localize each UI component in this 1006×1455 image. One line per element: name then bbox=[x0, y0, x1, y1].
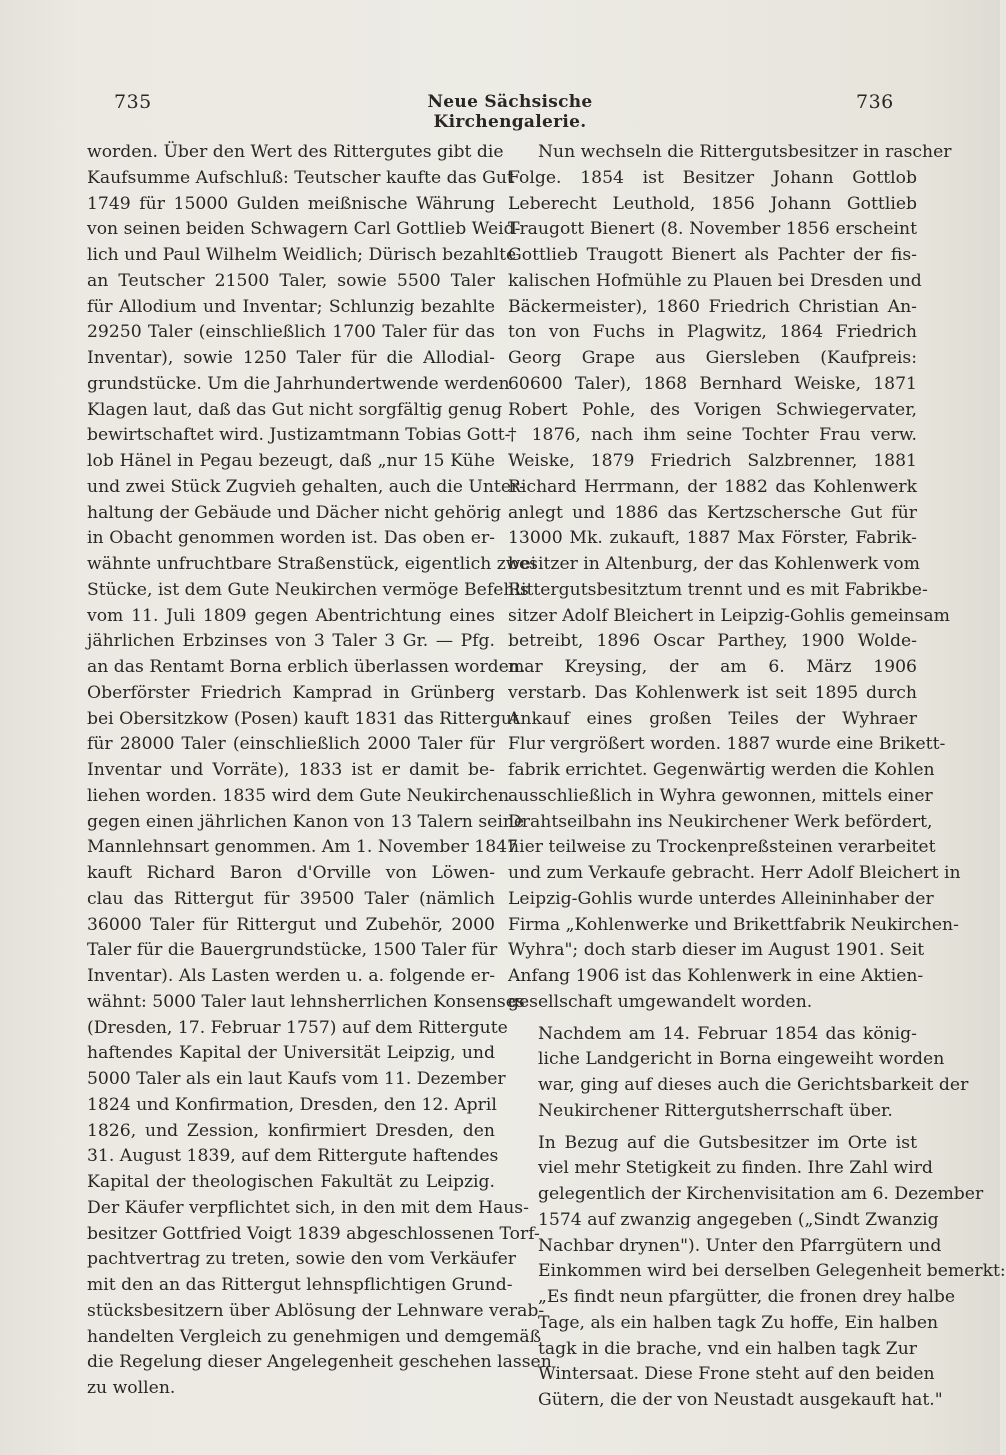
text-line: haftendes Kapital der Universität Leipzig, und bbox=[87, 1043, 495, 1064]
text-line: (Dresden, 17. Februar 1757) auf dem Rittergute bbox=[87, 1017, 508, 1038]
left-paragraph bbox=[87, 140, 552, 1402]
text-line: Leipzig-Gohlis wurde unterdes Alleininhaber der bbox=[508, 888, 934, 909]
text-line: lob Hänel in Pegau bezeugt, daß „nur 15 Kühe bbox=[87, 451, 495, 471]
text-line: gesellschaft umgewandelt worden. bbox=[508, 991, 813, 1012]
text-line: verstarb. Das Kohlenwerk ist seit 1895 durch bbox=[508, 682, 917, 703]
text-line: Wyhra"; doch starb dieser im August 1901. Seit bbox=[508, 940, 925, 961]
text-line: 1824 und Konfirmation, Dresden, den 12. April bbox=[87, 1094, 497, 1115]
text-line: 36000 Taler für Rittergut und Zubehör, 2000 bbox=[87, 914, 495, 935]
text-line: haltung der Gebäude und Dächer nicht gehörig bbox=[87, 502, 502, 523]
text-line: Folge. 1854 ist Besitzer Johann Gottlob bbox=[508, 167, 917, 188]
text-line: ton von Fuchs in Plagwitz, 1864 Friedrich bbox=[508, 322, 917, 343]
page-number-right: 736 bbox=[856, 91, 894, 113]
text-line: bewirtschaftet wird. Justizamtmann Tobias Gott- bbox=[87, 425, 511, 446]
text-line: Klagen laut, daß das Gut nicht sorgfältig genug bbox=[87, 399, 503, 420]
text-line: Nachbar drynen"). Unter den Pfarrgütern und bbox=[538, 1235, 942, 1256]
left-column bbox=[87, 140, 552, 1402]
text-line: lich und Paul Wilhelm Weidlich; Dürisch bezahlte bbox=[87, 245, 517, 265]
text-line: und zwei Stück Zugvieh gehalten, auch die Unter- bbox=[87, 476, 526, 497]
text-line: für 28000 Taler (einschließlich 2000 Taler für bbox=[87, 734, 495, 755]
text-line: mit den an das Rittergut lehnspflichtigen Grund- bbox=[87, 1275, 513, 1295]
text-line: an Teutscher 21500 Taler, sowie 5500 Taler bbox=[87, 270, 495, 291]
text-line: von seinen beiden Schwagern Carl Gottlieb Weid- bbox=[87, 219, 521, 240]
text-line: kalischen Hofmühle zu Plauen bei Dresden und bbox=[508, 270, 922, 291]
text-line: bei Obersitzkow (Posen) kauft 1831 das Rittergut bbox=[87, 708, 519, 729]
text-line: ausschließlich in Wyhra gewonnen, mittels einer bbox=[508, 785, 933, 806]
text-line: Wintersaat. Diese Frone steht auf den beiden bbox=[538, 1364, 935, 1385]
text-line: wähnt: 5000 Taler laut lehnsherrlichen Konsenses bbox=[87, 991, 525, 1012]
text-line: an das Rentamt Borna erblich überlassen worden. bbox=[87, 657, 526, 677]
running-head: Neue Sächsische Kirchengalerie. bbox=[427, 92, 593, 132]
text-line: Georg Grape aus Giersleben (Kaufpreis: bbox=[508, 348, 917, 368]
text-line: Einkommen wird bei derselben Gelegenheit bemerkt: bbox=[538, 1261, 1006, 1282]
text-line: Inventar), sowie 1250 Taler für die Allodial- bbox=[87, 348, 495, 368]
text-line: Oberförster Friedrich Kamprad in Grünberg bbox=[87, 682, 495, 703]
text-line: kauft Richard Baron d'Orville von Löwen- bbox=[87, 863, 495, 883]
text-line: sitzer Adolf Bleichert in Leipzig-Gohlis gemeinsam bbox=[508, 605, 950, 626]
text-line: Traugott Bienert (8. November 1856 erscheint bbox=[508, 219, 917, 240]
text-line: liche Landgericht in Borna eingeweiht worden bbox=[538, 1049, 945, 1070]
text-line: Nun wechseln die Rittergutsbesitzer in rascher bbox=[538, 142, 952, 162]
text-line: Stücke, ist dem Gute Neukirchen vermöge Befehls bbox=[87, 579, 529, 600]
text-line: Gütern, die der von Neustadt ausgekauft hat." bbox=[538, 1390, 943, 1410]
text-line: handelten Vergleich zu genehmigen und demgemäß bbox=[87, 1326, 542, 1347]
text-line: worden. Über den Wert des Rittergutes gibt die bbox=[87, 142, 504, 162]
text-line: gegen einen jährlichen Kanon von 13 Talern seine bbox=[87, 811, 525, 832]
text-line: liehen worden. 1835 wird dem Gute Neukirchen bbox=[87, 785, 510, 806]
text-line: Leberecht Leuthold, 1856 Johann Gottlieb bbox=[508, 193, 917, 214]
text-line: viel mehr Stetigkeit zu finden. Ihre Zahl wird bbox=[538, 1158, 933, 1179]
text-line: Neukirchener Rittergutsherrschaft über. bbox=[538, 1100, 893, 1121]
text-line: Drahtseilbahn ins Neukirchener Werk befördert, bbox=[508, 811, 933, 832]
text-line: Kaufsumme Aufschluß: Teutscher kaufte das Gut bbox=[87, 167, 514, 188]
page-number-left: 735 bbox=[114, 91, 152, 113]
text-line: 1826, und Zession, konfirmiert Dresden, den bbox=[87, 1120, 495, 1141]
text-line: Anfang 1906 ist das Kohlenwerk in eine Aktien- bbox=[508, 966, 924, 986]
text-line: stücksbesitzern über Ablösung der Lehnware verab- bbox=[87, 1300, 545, 1321]
text-line: grundstücke. Um die Jahrhundertwende werden bbox=[87, 373, 510, 394]
text-line: Kapital der theologischen Fakultät zu Leipzig. bbox=[87, 1172, 495, 1192]
text-line: pachtvertrag zu treten, sowie den vom Verkäufer bbox=[87, 1249, 516, 1270]
text-line: In Bezug auf die Gutsbesitzer im Orte ist bbox=[538, 1132, 917, 1153]
text-line: „Es findt neun pfargütter, die fronen drey halbe bbox=[538, 1287, 956, 1307]
text-line: Tage, als ein halben tagk Zu hoffe, Ein halben bbox=[538, 1312, 939, 1333]
text-line: 5000 Taler als ein laut Kaufs vom 11. Dezember bbox=[87, 1069, 506, 1089]
text-line: clau das Rittergut für 39500 Taler (nämlich bbox=[87, 888, 495, 909]
text-line: besitzer in Altenburg, der das Kohlenwerk vom bbox=[508, 554, 920, 574]
text-line: Ankauf eines großen Teiles der Wyhraer bbox=[508, 708, 917, 729]
text-line: Firma „Kohlenwerke und Brikettfabrik Neukirchen- bbox=[508, 914, 959, 935]
text-line: gelegentlich der Kirchenvisitation am 6. Dezember bbox=[538, 1184, 984, 1204]
right-paragraph-2 bbox=[508, 1022, 969, 1125]
text-line: zu wollen. bbox=[87, 1378, 176, 1398]
text-line: † 1876, nach ihm seine Tochter Frau verw. bbox=[508, 425, 917, 446]
text-line: Inventar). Als Lasten werden u. a. folgende er- bbox=[87, 966, 495, 986]
text-line: Mannlehnsart genommen. Am 1. November 1847 bbox=[87, 837, 518, 858]
text-line: Rittergutsbesitztum trennt und es mit Fabrikbe- bbox=[508, 579, 928, 600]
text-line: war, ging auf dieses auch die Gerichtsbarkeit der bbox=[538, 1075, 969, 1095]
text-line: vom 11. Juli 1809 gegen Abentrichtung eines bbox=[87, 605, 495, 626]
text-line: Gottlieb Traugott Bienert als Pachter der fis- bbox=[508, 245, 917, 265]
text-line: Nachdem am 14. Februar 1854 das könig- bbox=[538, 1023, 917, 1044]
text-line: Weiske, 1879 Friedrich Salzbrenner, 1881 bbox=[508, 451, 917, 471]
right-column bbox=[508, 140, 1006, 1414]
text-line: betreibt, 1896 Oscar Parthey, 1900 Wolde- bbox=[508, 631, 917, 652]
text-line: mar Kreysing, der am 6. März 1906 bbox=[508, 657, 917, 677]
text-line: wähnte unfruchtbare Straßenstück, eigentlich zwei bbox=[87, 554, 537, 574]
text-line: Inventar und Vorräte), 1833 ist er damit be- bbox=[87, 760, 495, 780]
right-paragraph-3 bbox=[508, 1131, 1006, 1414]
text-line: 13000 Mk. zukauft, 1887 Max Förster, Fabrik- bbox=[508, 528, 917, 549]
text-line: Robert Pohle, des Vorigen Schwiegervater, bbox=[508, 399, 917, 420]
text-line: Flur vergrößert worden. 1887 wurde eine Brikett- bbox=[508, 734, 946, 755]
text-line: Bäckermeister), 1860 Friedrich Christian An- bbox=[508, 296, 917, 317]
text-line: hier teilweise zu Trockenpreßsteinen verarbeitet bbox=[508, 837, 936, 858]
right-paragraph-1 bbox=[508, 140, 961, 1016]
text-line: Taler für die Bauergrundstücke, 1500 Taler für bbox=[87, 940, 498, 961]
text-line: jährlichen Erbzinses von 3 Taler 3 Gr. — Pfg. bbox=[87, 631, 495, 652]
text-line: Richard Herrmann, der 1882 das Kohlenwerk bbox=[508, 476, 917, 497]
text-line: fabrik errichtet. Gegenwärtig werden die Kohlen bbox=[508, 760, 935, 780]
text-line: anlegt und 1886 das Kertzschersche Gut für bbox=[508, 502, 917, 523]
text-line: 31. August 1839, auf dem Rittergute haftendes bbox=[87, 1146, 499, 1167]
text-line: die Regelung dieser Angelegenheit geschehen lassen bbox=[87, 1352, 552, 1373]
text-line: tagk in die brache, vnd ein halben tagk Zur bbox=[538, 1338, 917, 1359]
text-line: 1574 auf zwanzig angegeben („Sindt Zwanzig bbox=[538, 1209, 939, 1230]
text-line: Der Käufer verpflichtet sich, in den mit dem Haus- bbox=[87, 1197, 529, 1218]
text-line: und zum Verkaufe gebracht. Herr Adolf Bleichert in bbox=[508, 863, 961, 883]
text-line: in Obacht genommen worden ist. Das oben er- bbox=[87, 528, 495, 549]
text-line: 60600 Taler), 1868 Bernhard Weiske, 1871 bbox=[508, 373, 917, 394]
text-line: 29250 Taler (einschließlich 1700 Taler für das bbox=[87, 322, 495, 343]
text-line: 1749 für 15000 Gulden meißnische Währung bbox=[87, 193, 495, 214]
text-line: besitzer Gottfried Voigt 1839 abgeschlossenen Torf- bbox=[87, 1223, 540, 1244]
text-line: für Allodium und Inventar; Schlunzig bezahlte bbox=[87, 296, 495, 317]
